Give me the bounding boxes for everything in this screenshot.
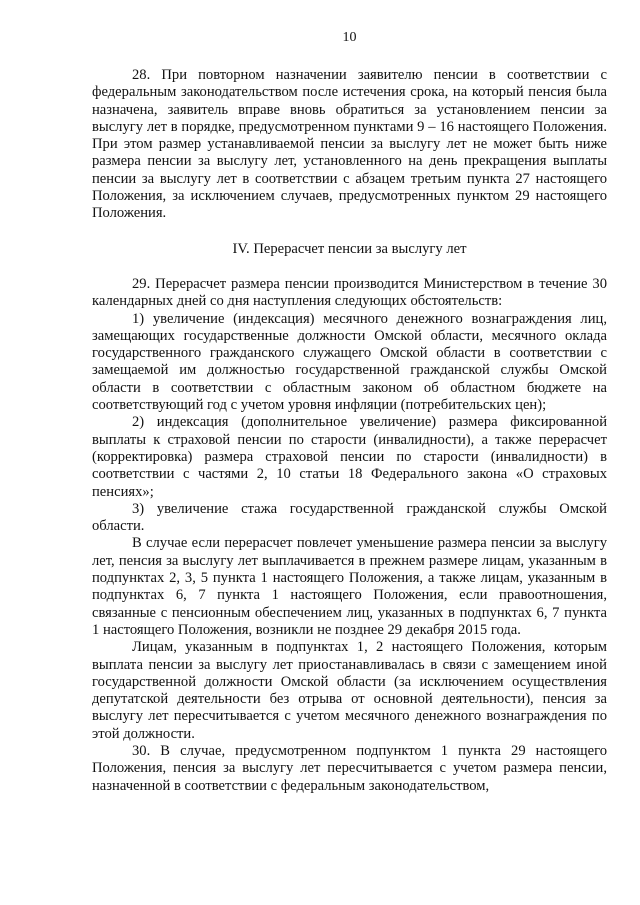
- paragraph-30: 30. В случае, предусмотренном подпунктом 1 пункта 29 настоящего Положения, пенсия за выслугу лет пересчитывается с учетом размера пенсии, назначенной в соответствии с федеральным законодательством,: [92, 742, 607, 794]
- subitem-3: 3) увеличение стажа государственной гражданской службы Омской области.: [92, 500, 607, 535]
- subitem-1: 1) увеличение (индексация) месячного денежного вознаграждения лиц, замещающих государственные должности Омской области, месячного оклада государственного гражданского служащего Омской области в соответствии с замещаемой им должностью государственной гражданской службы Омской области в соответствии с областным законом об областном бюджете на соответствующий год с учетом уровня инфляции (потребительских цен);: [92, 310, 607, 414]
- paragraph-28: 28. При повторном назначении заявителю пенсии в соответствии с федеральным законодательством после истечения срока, на который пенсия была назначена, заявитель вправе вновь обратиться за установлением пенсии за выслугу лет в порядке, предусмотренном пунктами 9 – 16 настоящего Положения. При этом размер устанавливаемой пенсии за выслугу лет не может быть ниже размера пенсии за выслугу лет, установленного на день прекращения выплаты пенсии за выслугу лет в соответствии с абзацем третьим пункта 27 настоящего Положения, за исключением случаев, предусмотренных пунктом 29 настоящего Положения.: [92, 67, 607, 222]
- paragraph-reduction-case: В случае если перерасчет повлечет уменьшение размера пенсии за выслугу лет, пенсия за выслугу лет выплачивается в прежнем размере лицам, указанным в подпунктах 2, 3, 5 пункта 1 настоящего Положения, а также лицам, указанным в подпунктах 6, 7 пункта 1 настоящего Положения, если правоотношения, связанные с пенсионным обеспечением лиц, указанных в подпунктах 6, 7 пункта 1 настоящего Положения, возникли не позднее 29 декабря 2015 года.: [92, 535, 607, 638]
- section-heading: IV. Перерасчет пенсии за выслугу лет: [232, 240, 467, 257]
- paragraph-suspended-payment: Лицам, указанным в подпунктах 1, 2 настоящего Положения, которым выплата пенсии за выслугу лет приостанавливалась в связи с замещением иной государственной должности Омской области (за исключением осуществления депутатской деятельности без отрыва от основной деятельности), пенсия за выслугу лет пересчитывается с учетом месячного денежного вознаграждения по этой должности.: [92, 639, 607, 742]
- page-number: 10: [342, 30, 357, 45]
- paragraph-29: 29. Перерасчет размера пенсии производится Министерством в течение 30 календарных дней со дня наступления следующих обстоятельств:: [92, 275, 607, 310]
- subitem-2: 2) индексация (дополнительное увеличение) размера фиксированной выплаты к страховой пенсии по старости (инвалидности), а также перерасчет (корректировка) размера страховой пенсии по старости (инвалидности) в соответствии с частями 2, 10 статьи 18 Федерального закона «О страховых пенсиях»;: [92, 414, 607, 500]
